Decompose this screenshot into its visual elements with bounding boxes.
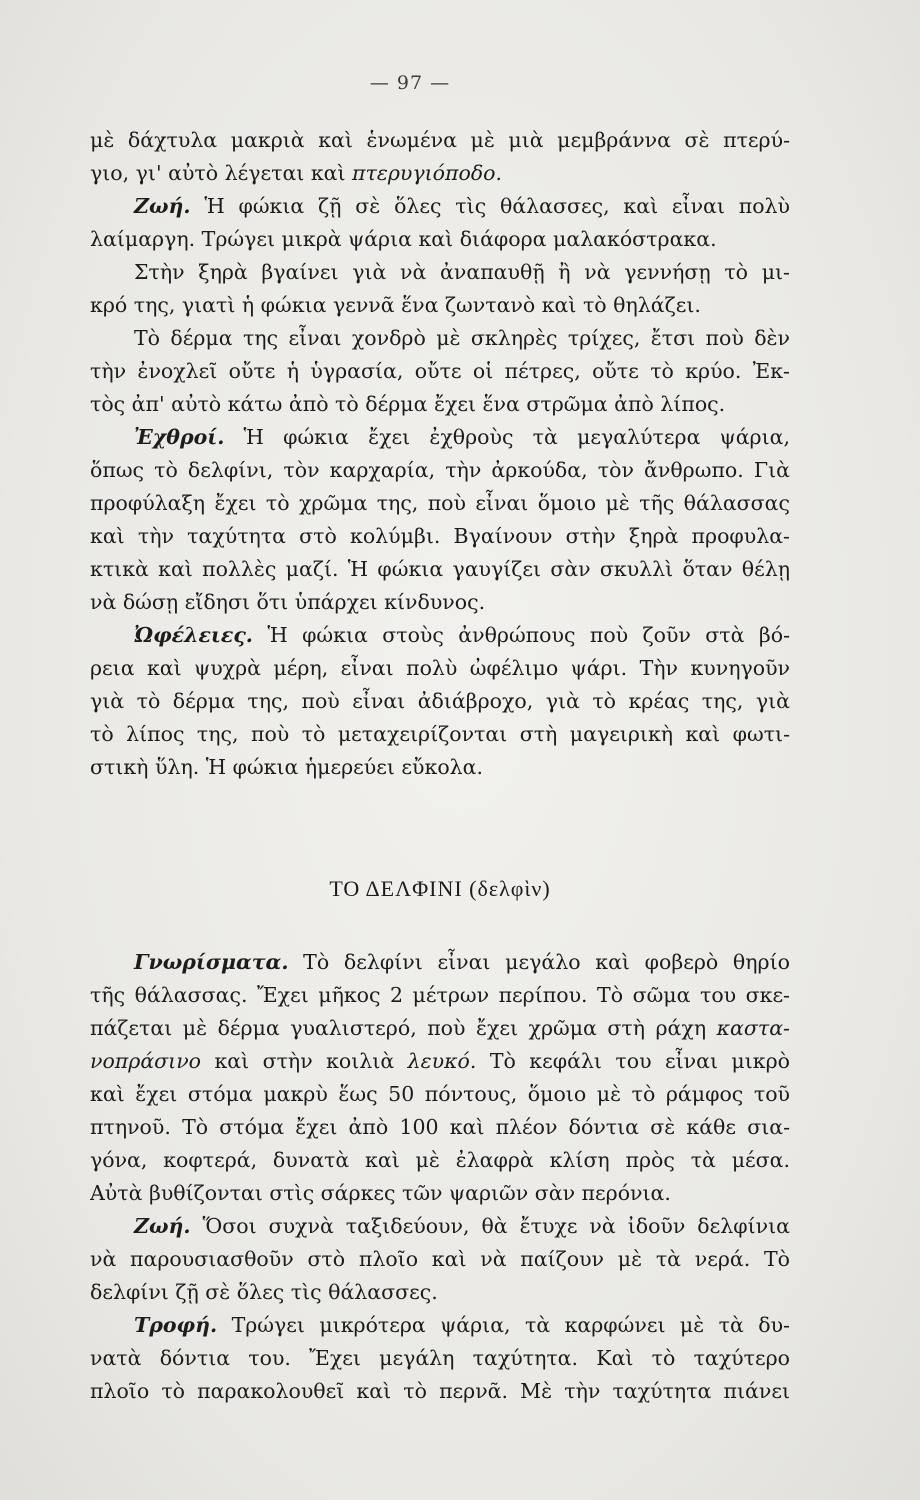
italic-text: νοπράσινο	[90, 1049, 202, 1073]
text-line	[90, 1012, 790, 1045]
text-line	[90, 718, 790, 751]
line-text: τὴν ἐνοχλεῖ οὔτε ἡ ὑγρασία, οὔτε οἱ πέτρες, οὔτε τὸ κρύο. Ἐκ-	[90, 359, 790, 383]
text-line	[90, 1309, 790, 1342]
text-line	[90, 520, 790, 553]
text-line	[90, 487, 790, 520]
text-line	[90, 1375, 790, 1408]
text-line	[90, 685, 790, 718]
text-line	[90, 223, 790, 256]
text-line	[90, 322, 790, 355]
line-text: καὶ ἔχει στόμα μακρὺ ἕως 50 πόντους, ὅμοιο μὲ τὸ ράμφος τοῦ	[90, 1082, 790, 1106]
line-text: ρεια καὶ ψυχρὰ μέρη, εἶναι πολὺ ὠφέλιμο ψάρι. Τὴν κυνηγοῦν	[90, 656, 790, 680]
line-text: τῆς θάλασσας. Ἔχει μῆκος 2 μέτρων περίπου. Τὸ σῶμα του σκε-	[90, 983, 790, 1007]
line-text: πλοῖο τὸ παρακολουθεῖ καὶ τὸ περνᾶ. Μὲ τὴν ταχύτητα πιάνει	[90, 1379, 790, 1403]
text-line	[90, 1078, 790, 1111]
text-line	[90, 355, 790, 388]
text-line	[90, 619, 790, 652]
text-line	[90, 946, 790, 979]
line-text: πάζεται μὲ δέρμα γυαλιστερό, ποὺ ἔχει χρῶμα στὴ ράχη	[90, 1016, 717, 1040]
text-block-dolphin	[90, 946, 790, 1408]
paragraph-heading: Γνωρίσματα.	[134, 950, 289, 974]
line-text: λαίμαργη. Τρώγει μικρὰ ψάρια καὶ διάφορα μαλακόστρακα.	[90, 227, 717, 251]
section-title: ΤΟ ΔΕΛΦΙΝΙ (δελφὶν)	[329, 876, 551, 901]
line-text: νὰ παρουσιασθοῦν στὸ πλοῖο καὶ νὰ παίζουν μὲ τὰ νερά. Τὸ	[90, 1247, 790, 1271]
line-text: Ἡ φώκια στοὺς ἀνθρώπους ποὺ ζοῦν στὰ βό-	[252, 623, 790, 647]
line-text: τὸ λίπος της, ποὺ τὸ μεταχειρίζονται στὴ μαγειρικὴ καὶ φωτι-	[90, 722, 790, 746]
text-line	[90, 289, 790, 322]
italic-text: λευκό.	[407, 1049, 477, 1073]
text-line	[90, 586, 790, 619]
line-text: δελφίνι ζῇ σὲ ὅλες τὶς θάλασσες.	[90, 1280, 438, 1304]
line-text: καὶ τὴν ταχύτητα στὸ κολύμβι. Βγαίνουν στὴν ξηρὰ προφυλα-	[90, 524, 790, 548]
text-line	[90, 421, 790, 454]
line-text: γιὰ τὸ δέρμα της, ποὺ εἶναι ἀδιάβροχο, γιὰ τὸ κρέας της, γιὰ	[90, 689, 790, 713]
line-text: κτικὰ καὶ πολλὲς μαζί. Ἡ φώκια γαυγίζει σὰν σκυλλὶ ὅταν θέλῃ	[90, 557, 790, 581]
text-line	[90, 124, 790, 157]
line-text: Τὸ δέρμα της εἶναι χονδρὸ μὲ σκληρὲς τρίχες, ἔτσι ποὺ δὲν	[134, 326, 790, 350]
line-text: Τρώγει μικρότερα ψάρια, τὰ καρφώνει μὲ τὰ δυ-	[217, 1313, 790, 1337]
text-line	[90, 256, 790, 289]
text-line	[90, 1243, 790, 1276]
line-text: στικὴ ὕλη. Ἡ φώκια ἡμερεύει εὔκολα.	[90, 755, 484, 779]
paragraph-heading: Τροφή.	[134, 1313, 218, 1337]
line-text: Τὸ δελφίνι εἶναι μεγάλο καὶ φοβερὸ θηρίο	[288, 950, 790, 974]
text-line	[90, 454, 790, 487]
line-text: Ὅσοι συχνὰ ταξιδεύουν, θὰ ἔτυχε νὰ ἰδοῦν δελφίνια	[190, 1214, 790, 1238]
text-line	[90, 388, 790, 421]
text-line	[90, 751, 790, 784]
italic-text: πτερυγιόποδο.	[352, 161, 503, 185]
line-text: προφύλαξη ἔχει τὸ χρῶμα της, ποὺ εἶναι ὅμοιο μὲ τῆς θάλασσας	[90, 491, 790, 515]
text-line	[90, 1144, 790, 1177]
paragraph-heading: Ζωή.	[134, 1214, 191, 1238]
text-line	[90, 979, 790, 1012]
text-line	[90, 1342, 790, 1375]
line-text: Τὸ κεφάλι του εἶναι μικρὸ	[476, 1049, 790, 1073]
text-line	[90, 1177, 790, 1210]
line-text: γόνα, κοφτερά, δυνατὰ καὶ μὲ ἐλαφρὰ κλίση πρὸς τὰ μέσα.	[90, 1148, 790, 1172]
text-line	[90, 1276, 790, 1309]
paragraph-heading: Ὠφέλειες.	[134, 623, 253, 647]
text-line	[90, 553, 790, 586]
text-line	[90, 1210, 790, 1243]
page-number: — 97 —	[369, 72, 451, 94]
line-text: Ἡ φώκια ζῇ σὲ ὅλες τὶς θάλασσες, καὶ εἶναι πολὺ	[190, 194, 790, 218]
line-text: γιο, γι' αὐτὸ λέγεται καὶ	[90, 161, 353, 185]
line-text: Ἡ φώκια ἔχει ἐχθροὺς τὰ μεγαλύτερα ψάρια,	[224, 425, 790, 449]
line-text: πτηνοῦ. Τὸ στόμα ἔχει ἀπὸ 100 καὶ πλέον δόντια σὲ κάθε σια-	[90, 1115, 790, 1139]
text-line	[90, 1111, 790, 1144]
line-text: νατὰ δόντια του. Ἔχει μεγάλη ταχύτητα. Καὶ τὸ ταχύτερο	[90, 1346, 790, 1370]
text-line	[90, 157, 790, 190]
line-text: ὅπως τὸ δελφίνι, τὸν καρχαρία, τὴν ἀρκούδα, τὸν ἄνθρωπο. Γιὰ	[90, 458, 790, 482]
line-text: Αὐτὰ βυθίζονται στὶς σάρκες τῶν ψαριῶν σὰν περόνια.	[90, 1181, 671, 1205]
line-text: μὲ δάχτυλα μακριὰ καὶ ἑνωμένα μὲ μιὰ μεμβράννα σὲ πτερύ-	[90, 128, 790, 152]
line-text: Στὴν ξηρὰ βγαίνει γιὰ νὰ ἀναπαυθῇ ἢ νὰ γεννήσῃ τὸ μι-	[134, 260, 790, 284]
italic-text: καστα-	[716, 1016, 790, 1040]
paragraph-heading: Ζωή.	[134, 194, 191, 218]
text-block-phoca	[90, 124, 790, 784]
line-text: καὶ στὴν κοιλιὰ	[201, 1049, 408, 1073]
text-line	[90, 652, 790, 685]
line-text: κρό της, γιατὶ ἡ φώκια γεννᾶ ἕνα ζωντανὸ καὶ τὸ θηλάζει.	[90, 293, 701, 317]
line-text: νὰ δώσῃ εἴδησι ὅτι ὑπάρχει κίνδυνος.	[90, 590, 486, 614]
text-line	[90, 190, 790, 223]
line-text: τὸς ἀπ' αὐτὸ κάτω ἀπὸ τὸ δέρμα ἔχει ἕνα στρῶμα ἀπὸ λίπος.	[90, 392, 726, 416]
text-line	[90, 1045, 790, 1078]
paragraph-heading: Ἐχθροί.	[134, 425, 225, 449]
